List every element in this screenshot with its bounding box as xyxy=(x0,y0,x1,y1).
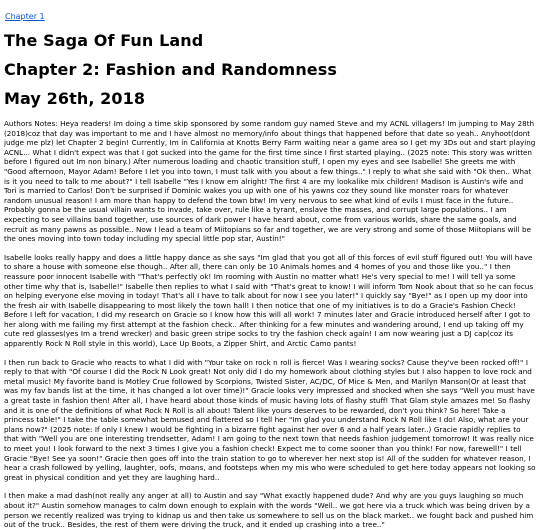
story-title: The Saga Of Fun Land xyxy=(4,31,204,50)
story-paragraph: I then run back to Gracie who reacts to what I did with "Your take on rock n roll is fierce! Was I wearing socks? Cause they've been rocked off!" I reply to that with "Of course I did the Rock N Look great! Not only did I do my homework about clothing styles but I also happen to love rock and metal music! My favorite band is Motley Crue followed by Scorpions, Twisted Sister, AC/DC, Of Mice & Men, and Marilyn Manson(Or at least that was my fav bands list at the time, it has changed a lot over time)!" Gracie looks very impressed and shocked when she says "Well you must have a great taste in fashion then! After all, I have heard about those kinds of music having lots of flashy stuff! That Glam style amazes me! So flashy and it is one of the definitions of what Rock N Roll is all about! Talent like yours deserves to be rewarded, don't you think? So here! Take a princess table!" I take the table somewhat bemused and flattered so I tell her "Im glad you understand Rock N Roll like I do! Also, what are your plans now?" (2025 note: If only I knew I would be fighting in a bizarre fight against her over 6 and a half years later..) Gracie rapidly replies to that with "Well you are one interesting trendsetter, Adam! I am going to the next town that needs fashion judgement tomorrow! It was really nice to meet you! I look forward to the next 3 times I give you a fashion check! Expect me to come sooner than you think! For now, farewell!" I tell Gracie "Bye! See ya soon!" Gracie then goes off into the train station to go to wherever her next stop is! All of the sudden for whatever reason, I hear a crash followed by yelling, laughter, oofs, moans, and footsteps when my mis who were scheduled to get here today appears not looking so great in physical condition and yet they are laughing hard.. xyxy=(4,357,536,482)
chapter-link[interactable]: Chapter 1 xyxy=(5,12,45,21)
chapter-title: Chapter 2: Fashion and Randomness xyxy=(4,60,338,79)
story-paragraph: Authors Notes: Heya readers! Im doing a time skip sponsored by some random guy named Steve and my ACNL villagers! Im jumping to May 28th (2018)coz that day was important to me and I have almost no memory/info about things that happened before that date so yeah.. Anyhoot(dont judge me plz) let Chapter 2 begin! Currently, Im in California at Knotts Berry Farm waiting near a game area so I get my 3Ds out and start playing ACNL... What I didn't expect was that I got sucked into the game for the first time since I first started playing.. (2025 note: This story was written before I figured out Im non binary.) After numerous loading and chaotic transition stuff, I open my eyes and see Isabelle! She greets me with "Good afternoon, Mayor Adam! Before I let you into town, I must talk with you about a few things.." I reply to what she said with "Ok then.. What is it you need to talk to me about?" I tell Isabelle "Yes I know em alright! The first 4 are my lookalike mix children! Madison is Austin's wife and Tori is married to Carlos! Don't be surprised if Dominic wakes you up with one of his yawns coz they sound like monster roars for whatever random unusual reason! I am more than happy to defend the town btw! Im very nervous to see what kind of evils I must face in the future.. Probably gonna be the usual villain wants to invade, take over, rule like a tyrant, enslave the masses, and corrupt large populations.. I am expecting to see villains band together, use sources of dark power I have heard about, come from various worlds, share the same goals, and recruit as many pawns as possible.. Now I lead a team of Miitopians so far and together, we are very strong and some of those Miitopians will be the ones moving into town today including my special little pop star, Austin!" xyxy=(4,119,536,244)
story-paragraph: I then make a mad dash(not really any anger at all) to Austin and say "What exactly happened dude? And why are you guys laughing so much about it?" Austin somehow manages to calm down enough to explain with the words "Well.. we got here via a truck which was being driven by a person we recently realized was trying to kidnap us and then take us somewhere to sell us on the black market.. we fought back and pushed him out of the truck.. Besides, the rest of them were driving the truck, and it ended up crashing into a tree.." xyxy=(4,491,534,530)
chapter-date: May 26th, 2018 xyxy=(4,89,146,108)
story-paragraph: Isabelle looks really happy and does a little happy dance as she says "Im glad that you got all of this forces of evil stuff figured out! You will have to share a house with someone else though.. After all, there can only be 10 Animals homes and 4 homes of you and those like you.." I then reassure poor innocent Isabelle with "That's perfectly ok! Im rooming with Austin no matter what! He's very special to me! I will tell ya some other time why that is, Isabelle!" Isabelle then replies to what I said with "That's great to know! I will inform Tom Nook about that so he can focus on helping everyone else moving in today! That's all I have to talk about for now I see you later!" I quickly say "Bye!" as I open up my door into the fresh air with Isabelle disappearing to most likely the town hall! I then notice that one of my initiatives is to do a Gracie's Fashion Check! Before I left for vacation, I did my research on Gracie so I know how this will all work! 7 minutes later and Gracie introduced herself after I got to her along with me failing my first attempt at the fashion check.. After thinking for a few minutes and wandering around, I end up taking off my cute red glasses(yes Im a trend wrecker) and basic green stripe socks to try the fashion check again! I am now wearing just a DJ cap(coz its apparently Rock N Roll style in this world), Lace Up Boots, a Zipper Shirt, and Arctic Camo pants! xyxy=(4,252,534,349)
story-body xyxy=(4,119,536,530)
